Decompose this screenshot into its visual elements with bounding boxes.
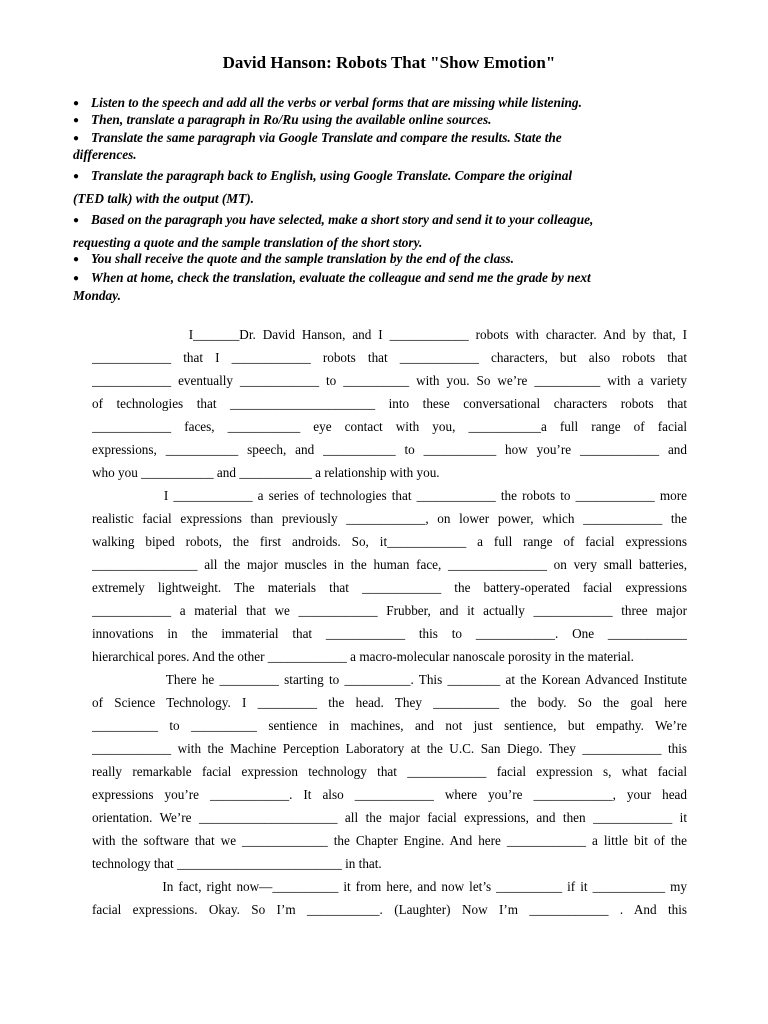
text-line: technology that _________________________ in that. bbox=[92, 856, 382, 871]
text-line: really remarkable facial expression technology that ____________ facial expression s, what facial bbox=[92, 764, 687, 779]
instruction-6: ● You shall receive the quote and the sample translation by the end of the class. bbox=[73, 251, 514, 266]
text-line: realistic facial expressions than previously ____________, on lower power, which ____________ the bbox=[92, 511, 687, 526]
text-line: of Science Technology. I _________ the head. They __________ the body. So the goal here bbox=[92, 695, 687, 710]
text-line: expressions, ___________ speech, and ___________ to ___________ how you’re ____________ and bbox=[92, 442, 687, 457]
text-line: facial expressions. Okay. So I’m ___________. (Laughter) Now I’m ____________ . And this bbox=[92, 902, 687, 917]
instruction-4-cont: (TED talk) with the output (MT). bbox=[73, 191, 255, 206]
text-line: ____________ faces, ___________ eye contact with you, ___________a full range of facial bbox=[92, 419, 687, 434]
text-line: There he _________ starting to __________. This ________ at the Korean Advanced Institute bbox=[92, 672, 687, 687]
bullet-icon: ● bbox=[73, 215, 80, 226]
text-line: extremely lightweight. The materials that ____________ the battery-operated facial expressions bbox=[92, 580, 687, 595]
text-line: expressions you’re ____________. It also ____________ where you’re ____________, your head bbox=[92, 787, 687, 802]
text-line: __________ to __________ sentience in machines, and not just sentience, but empathy. We’re bbox=[92, 718, 687, 733]
text-line: orientation. We’re _____________________ all the major facial expressions, and then ____________ it bbox=[92, 810, 687, 825]
text-line: ____________ that I ____________ robots that ____________ characters, but also robots that bbox=[92, 350, 687, 365]
text-line: who you ___________ and ___________ a relationship with you. bbox=[92, 465, 440, 480]
text-line: ____________ a material that we ____________ Frubber, and it actually ____________ three major bbox=[92, 603, 687, 618]
text-line: ________________ all the major muscles in the human face, _______________ on very small batteries, bbox=[92, 557, 687, 572]
text-line: hierarchical pores. And the other ____________ a macro-molecular nanoscale porosity in the material. bbox=[92, 649, 634, 664]
text-line: In fact, right now—__________ it from here, and now let’s __________ if it ___________ my bbox=[92, 879, 687, 894]
bullet-icon: ● bbox=[73, 171, 80, 182]
instruction-3-cont: differences. bbox=[73, 147, 137, 162]
bullet-icon: ● bbox=[73, 98, 80, 109]
text-line: walking biped robots, the first androids. So, it____________ a full range of facial expressions bbox=[92, 534, 687, 549]
bullet-icon: ● bbox=[73, 133, 80, 144]
text-line: innovations in the immaterial that ____________ this to ____________. One ____________ bbox=[92, 626, 687, 641]
instruction-5: ● Based on the paragraph you have selected, make a short story and send it to your colleague, bbox=[73, 212, 594, 227]
bullet-icon: ● bbox=[73, 254, 80, 265]
text-line: ____________ with the Machine Perception Laboratory at the U.C. San Diego. They ____________ this bbox=[92, 741, 687, 756]
instruction-3: ● Translate the same paragraph via Google Translate and compare the results. State the bbox=[73, 130, 562, 145]
instruction-7: ● When at home, check the translation, evaluate the colleague and send me the grade by next bbox=[73, 270, 591, 285]
instruction-2: ● Then, translate a paragraph in Ro/Ru using the available online sources. bbox=[73, 112, 492, 127]
instruction-7-cont: Monday. bbox=[73, 288, 121, 303]
instruction-4: ● Translate the paragraph back to English, using Google Translate. Compare the original bbox=[73, 168, 573, 183]
text-line: ____________ eventually ____________ to __________ with you. So we’re __________ with a variety bbox=[92, 373, 687, 388]
instruction-1: ● Listen to the speech and add all the verbs or verbal forms that are missing while listening. bbox=[73, 95, 582, 110]
bullet-icon: ● bbox=[73, 115, 80, 126]
bullet-icon: ● bbox=[73, 273, 80, 284]
text-line: with the software that we _____________ the Chapter Engine. And here ____________ a little bit of the bbox=[92, 833, 687, 848]
text-line: of technologies that ______________________ into these conversational characters robots that bbox=[92, 396, 687, 411]
page-title: David Hanson: Robots That "Show Emotion" bbox=[222, 53, 556, 72]
instruction-5-cont: requesting a quote and the sample translation of the short story. bbox=[73, 235, 423, 250]
text-line: I_______Dr. David Hanson, and I ____________ robots with character. And by that, I bbox=[92, 327, 687, 342]
text-line: I ____________ a series of technologies that ____________ the robots to ____________ more bbox=[92, 488, 687, 503]
